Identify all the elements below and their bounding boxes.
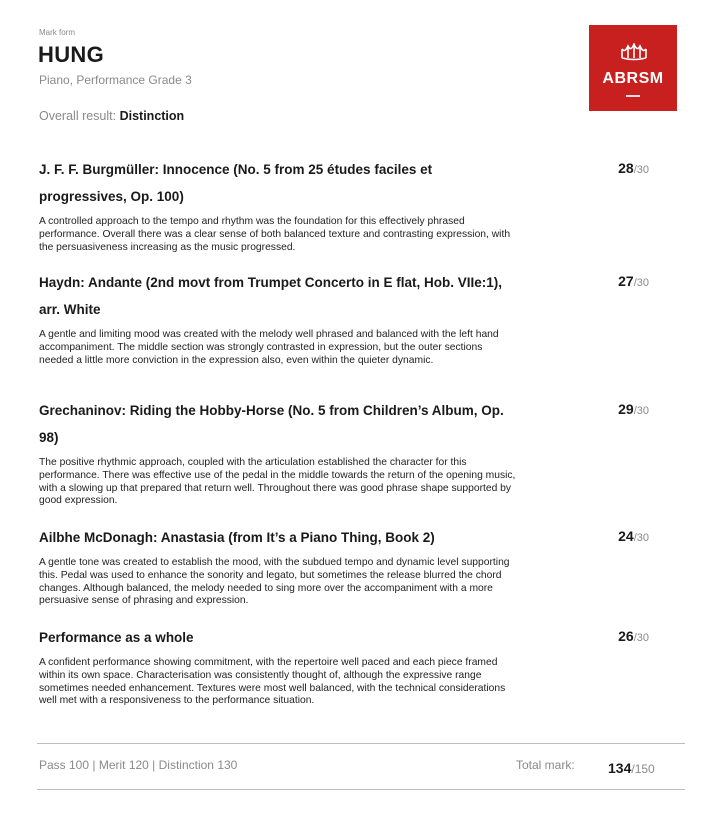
score-value: 29: [618, 401, 634, 417]
piece-item: [39, 624, 679, 708]
total-mark-max: /150: [631, 762, 655, 776]
footer-divider-top: [37, 743, 685, 744]
piece-comment: A controlled approach to the tempo and rhythm was the foundation for this effectively phrased performance. Overall there was a clear sense of both balanced texture and contrasting expression, with the persuasiveness increasing as the music progressed.: [39, 216, 511, 253]
overall-result-value: Distinction: [119, 109, 185, 123]
form-label: Mark form: [39, 28, 75, 37]
score-max: /30: [633, 532, 649, 544]
piece-comment: The positive rhythmic approach, coupled with the articulation established the character for this performance. There was effective use of the pedal in the middle towards the return of the opening music, with a slowing up that prepared that return well. Throughout there was good phrase shape supported by good expression.: [39, 457, 516, 507]
piece-score: [618, 528, 649, 544]
piece-comment: A gentle and limiting mood was created with the melody well phrased and balanced with the left hand accompaniment. The middle section was strongly contrasted in expression, but the outer sections needed a little more conviction in the expression also, even within the quieter dynamic.: [39, 329, 499, 366]
footer-divider-bottom: [37, 789, 685, 790]
piece-title: Ailbhe McDonagh: Anastasia (from It’s a Piano Thing, Book 2): [39, 530, 435, 545]
logo-text: ABRSM: [602, 70, 664, 87]
score-max: /30: [633, 277, 649, 289]
exam-subtitle: Piano, Performance Grade 3: [39, 73, 192, 87]
score-value: 27: [618, 273, 634, 289]
total-mark-label: Total mark:: [516, 758, 575, 772]
score-max: /30: [633, 632, 649, 644]
score-value: 28: [618, 160, 634, 176]
logo-underline: [626, 95, 640, 97]
piece-item: [39, 524, 679, 608]
piece-title: J. F. F. Burgmüller: Innocence (No. 5 from 25 études faciles et progressives, Op. 100): [39, 162, 433, 204]
piece-score: [618, 628, 649, 644]
overall-result-label: Overall result:: [39, 109, 117, 123]
piece-score: [618, 401, 649, 417]
score-max: /30: [633, 405, 649, 417]
crown-icon: [619, 43, 649, 61]
score-max: /30: [633, 164, 649, 176]
piece-item: [39, 397, 679, 508]
piece-title: Haydn: Andante (2nd movt from Trumpet Concerto in E flat, Hob. VIIe:1), arr. White: [39, 275, 503, 317]
grade-thresholds: Pass 100 | Merit 120 | Distinction 130: [39, 758, 238, 772]
piece-score: [618, 160, 649, 176]
score-value: 26: [618, 628, 634, 644]
piece-item: [39, 269, 679, 367]
piece-item: [39, 156, 679, 254]
piece-title: Performance as a whole: [39, 630, 194, 645]
abrsm-logo: [589, 25, 677, 111]
piece-title: Grechaninov: Riding the Hobby-Horse (No. 5 from Children’s Album, Op. 98): [39, 403, 504, 445]
piece-comment: A confident performance showing commitment, with the repertoire well paced and each piece framed within its own space. Characterisation was consistently thought of, although the expressive range sometimes needed enhancement. Textures were most well balanced, with the technical considerations well met with a responsiveness to the performance situation.: [39, 657, 506, 707]
score-value: 24: [618, 528, 634, 544]
total-mark-value: 134: [608, 760, 632, 776]
total-mark: [608, 760, 655, 776]
piece-comment: A gentle tone was created to establish the mood, with the subdued tempo and dynamic level supporting this. Pedal was used to enhance the sonority and legato, but sometimes the release blurred the chord changes. Although balanced, the melody needed to sing more over the accompaniment with a more persuasive sense of phrasing and expression.: [39, 557, 510, 607]
overall-result: [39, 109, 184, 123]
candidate-name: HUNG: [38, 42, 104, 67]
piece-score: [618, 273, 649, 289]
